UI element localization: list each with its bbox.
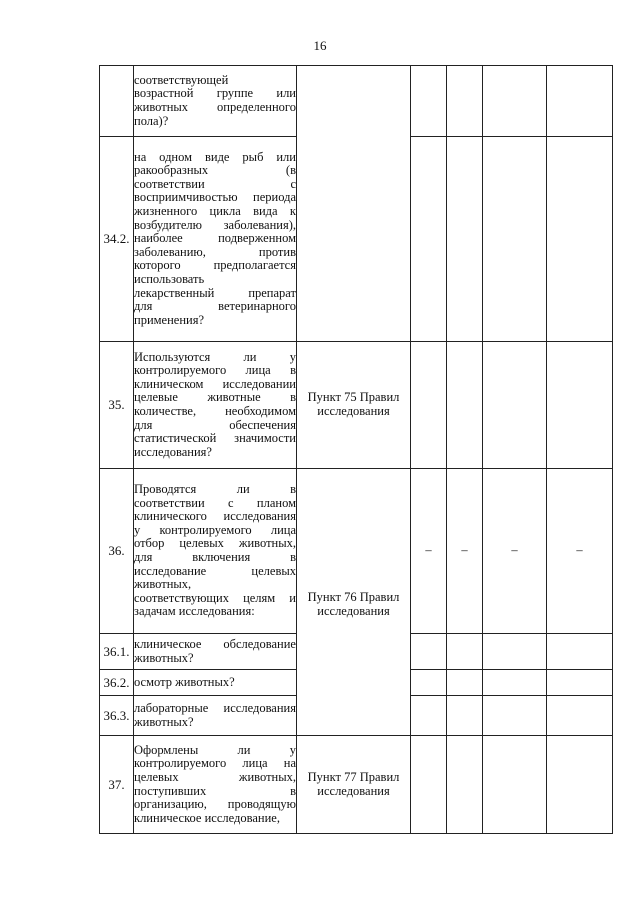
question-line: для обеспечения xyxy=(134,417,296,432)
table-row xyxy=(100,736,613,834)
question-line: ракообразных (в xyxy=(134,163,296,178)
question-line: Проводятся ли в xyxy=(134,482,296,497)
answer-no-cell xyxy=(447,736,483,834)
reference-cell: Пункт 75 Правил исследования xyxy=(297,342,411,469)
question-line: целевые животные в xyxy=(134,390,296,405)
question-line: Оформлены ли у xyxy=(134,742,296,757)
answer-yes-cell xyxy=(411,736,447,834)
answer-no-cell xyxy=(447,670,483,696)
question-line: соответствующей xyxy=(134,72,229,87)
question-text xyxy=(134,342,297,469)
question-text xyxy=(134,634,297,670)
answer-no-cell xyxy=(447,66,483,137)
answer-yes-cell xyxy=(411,342,447,469)
row-number: 36.3. xyxy=(100,696,134,736)
answer-na-cell xyxy=(483,66,547,137)
answer-na-cell xyxy=(483,736,547,834)
question-text xyxy=(134,670,297,696)
page-number: 16 xyxy=(313,38,327,53)
question-line: исследование целевых xyxy=(134,563,296,578)
answer-yes-cell xyxy=(411,66,447,137)
question-line: жизненного цикла вида к xyxy=(134,204,296,219)
reference-cell xyxy=(297,66,411,342)
question-line: применения? xyxy=(134,312,205,327)
answer-no-cell: – xyxy=(447,469,483,634)
question-line: для включения в xyxy=(134,550,296,564)
question-text xyxy=(134,137,297,342)
question-line: на одном виде рыб или xyxy=(134,149,296,164)
row-number: 34.2. xyxy=(100,137,134,342)
table-row xyxy=(100,469,613,634)
answer-yes-cell: – xyxy=(411,469,447,634)
answer-yes-cell xyxy=(411,696,447,736)
question-line: наиболее подверженном xyxy=(134,231,296,246)
question-line: пола)? xyxy=(134,113,169,128)
answer-no-cell xyxy=(447,137,483,342)
question-line: отбор целевых животных, xyxy=(134,536,296,551)
note-cell xyxy=(547,137,613,342)
question-line: организацию, проводящую xyxy=(134,797,296,812)
note-cell xyxy=(547,342,613,469)
question-line: которого предполагается xyxy=(134,258,296,273)
question-line: целевых животных, xyxy=(134,769,296,784)
question-text xyxy=(134,469,297,634)
question-line: клинического исследования xyxy=(134,509,296,524)
answer-na-cell xyxy=(483,634,547,670)
question-line: животных определенного xyxy=(134,100,296,114)
answer-na-cell: – xyxy=(483,469,547,634)
answer-na-cell xyxy=(483,137,547,342)
answer-no-cell xyxy=(447,696,483,736)
note-cell xyxy=(547,696,613,736)
note-cell xyxy=(547,670,613,696)
table-row xyxy=(100,342,613,469)
question-line: животных? xyxy=(134,650,194,665)
checklist-table xyxy=(99,65,613,834)
question-line: задачам исследования: xyxy=(134,604,255,619)
table-row xyxy=(100,66,613,137)
question-line: клиническое обследование xyxy=(134,636,296,651)
note-cell xyxy=(547,66,613,137)
answer-yes-cell xyxy=(411,137,447,342)
question-line: возбудителю заболевания), xyxy=(134,217,296,232)
answer-na-cell xyxy=(483,342,547,469)
question-line: количестве, необходимом xyxy=(134,404,296,418)
question-line: для ветеринарного xyxy=(134,299,296,314)
question-line: контролируемого лица на xyxy=(134,756,296,771)
question-line: возрастной группе или xyxy=(134,86,296,101)
question-line: соответствии с xyxy=(134,176,296,191)
row-number: 37. xyxy=(100,736,134,834)
answer-na-cell xyxy=(483,696,547,736)
question-line: статистической значимости xyxy=(134,431,296,446)
question-line: соответствующих целям и xyxy=(134,590,296,605)
question-line: животных, xyxy=(134,577,192,592)
row-number xyxy=(100,66,134,137)
note-cell: – xyxy=(547,469,613,634)
question-line: Используются ли у xyxy=(134,349,296,364)
answer-no-cell xyxy=(447,342,483,469)
reference-cell: Пункт 76 Правил исследования xyxy=(297,469,411,736)
row-number: 36.1. xyxy=(100,634,134,670)
question-line: лабораторные исследования xyxy=(134,700,296,715)
question-line: у контролируемого лица xyxy=(134,522,296,537)
question-line: клиническое исследование, xyxy=(134,810,280,825)
question-line: заболеванию, против xyxy=(134,244,296,259)
question-line: клиническом исследовании xyxy=(134,376,296,391)
question-line: лекарственный препарат xyxy=(134,285,296,300)
note-cell xyxy=(547,634,613,670)
question-line: соответствии с планом xyxy=(134,495,296,510)
question-text xyxy=(134,736,297,834)
answer-yes-cell xyxy=(411,634,447,670)
question-line: осмотр животных? xyxy=(134,674,235,689)
note-cell xyxy=(547,736,613,834)
question-line: использовать xyxy=(134,271,205,286)
question-line: восприимчивостью периода xyxy=(134,190,296,205)
question-text xyxy=(134,66,297,137)
row-number: 35. xyxy=(100,342,134,469)
question-text xyxy=(134,696,297,736)
question-line: исследования? xyxy=(134,444,212,459)
answer-no-cell xyxy=(447,634,483,670)
answer-yes-cell xyxy=(411,670,447,696)
question-line: животных? xyxy=(134,714,194,729)
row-number: 36. xyxy=(100,469,134,634)
reference-cell: Пункт 77 Правил исследования xyxy=(297,736,411,834)
question-line: поступивших в xyxy=(134,783,296,798)
row-number: 36.2. xyxy=(100,670,134,696)
question-line: контролируемого лица в xyxy=(134,363,296,378)
answer-na-cell xyxy=(483,670,547,696)
